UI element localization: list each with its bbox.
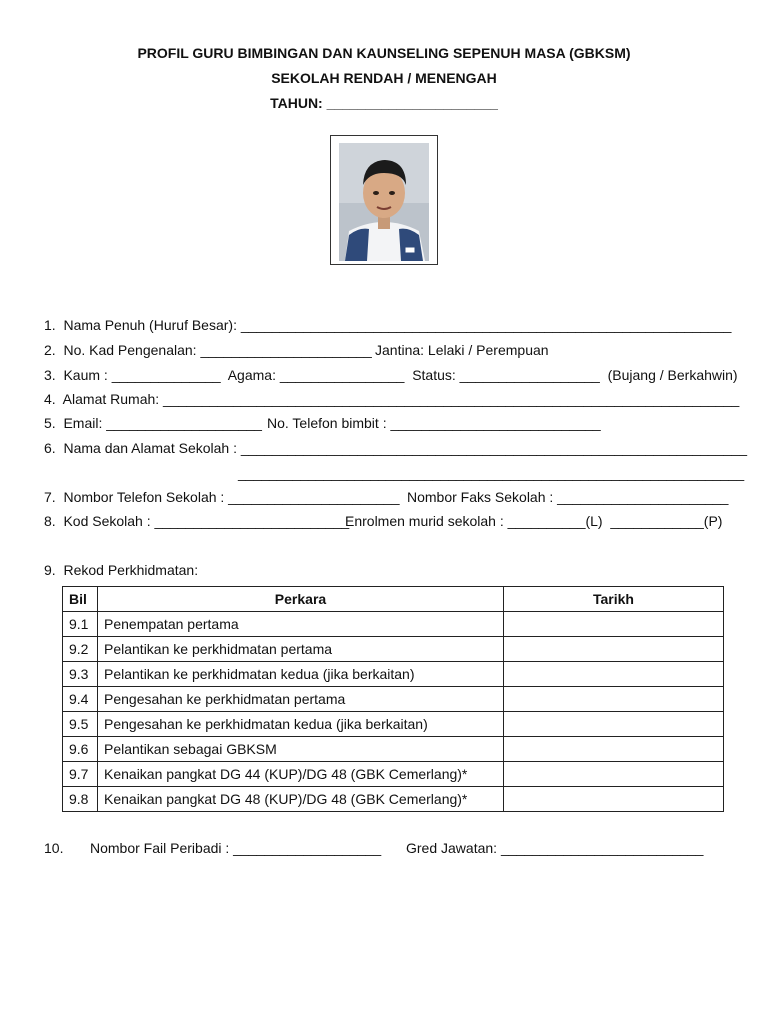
table-row (63, 737, 724, 762)
row-bil: 9.5 (63, 712, 98, 737)
portrait-photo-icon (339, 143, 429, 261)
row-perkara: Pelantikan ke perkhidmatan kedua (jika berkaitan) (98, 662, 504, 687)
row-bil: 9.1 (63, 612, 98, 637)
table-row (63, 712, 724, 737)
row-tarikh (504, 712, 724, 737)
field-faks-sekolah: Nombor Faks Sekolah : ______________________ (407, 489, 729, 505)
table-row (63, 687, 724, 712)
field-10-number: 10. (44, 840, 64, 856)
field-alamat-sekolah-line2: _________________________________________________________________ (238, 465, 745, 481)
header-tarikh: Tarikh (504, 587, 724, 612)
row-bil: 9.2 (63, 637, 98, 662)
row-tarikh (504, 662, 724, 687)
row-tarikh (504, 637, 724, 662)
row-bil: 9.3 (63, 662, 98, 687)
row-perkara: Pengesahan ke perkhidmatan pertama (98, 687, 504, 712)
field-kad-pengenalan: 2. No. Kad Pengenalan: ______________________ (44, 342, 372, 358)
row-bil: 9.4 (63, 687, 98, 712)
field-telefon-sekolah: 7. Nombor Telefon Sekolah : ______________________ (44, 489, 400, 505)
row-perkara: Pelantikan ke perkhidmatan pertama (98, 637, 504, 662)
field-telefon-bimbit: No. Telefon bimbit : ___________________________ (267, 415, 601, 431)
page-title: PROFIL GURU BIMBINGAN DAN KAUNSELING SEPENUH MASA (GBKSM) (137, 45, 631, 61)
row-perkara: Kenaikan pangkat DG 44 (KUP)/DG 48 (GBK Cemerlang)* (98, 762, 504, 787)
row-tarikh (504, 737, 724, 762)
header-perkara: Perkara (98, 587, 504, 612)
row-perkara: Kenaikan pangkat DG 48 (KUP)/DG 48 (GBK Cemerlang)* (98, 787, 504, 812)
row-tarikh (504, 762, 724, 787)
header-bil: Bil (63, 587, 98, 612)
row-bil: 9.6 (63, 737, 98, 762)
field-email: 5. Email: ____________________ (44, 415, 262, 431)
table-row (63, 612, 724, 637)
page-subtitle: SEKOLAH RENDAH / MENENGAH (271, 70, 497, 86)
table-row (63, 762, 724, 787)
field-gred-jawatan: Gred Jawatan: __________________________ (406, 840, 704, 856)
field-alamat-rumah: 4. Alamat Rumah: __________________________________________________________________________ (44, 391, 740, 407)
year-field: TAHUN: ______________________ (270, 95, 498, 111)
section-rekod-perkhidmatan: 9. Rekod Perkhidmatan: (44, 562, 199, 578)
row-perkara: Pelantikan sebagai GBKSM (98, 737, 504, 762)
field-nombor-fail-peribadi: Nombor Fail Peribadi : ___________________ (90, 840, 382, 856)
portrait-photo-frame (330, 135, 438, 265)
row-tarikh (504, 787, 724, 812)
row-bil: 9.7 (63, 762, 98, 787)
table-row (63, 787, 724, 812)
portrait-photo (339, 143, 429, 261)
field-kod-sekolah: 8. Kod Sekolah : _________________________ (44, 513, 350, 529)
field-nama-penuh: 1. Nama Penuh (Huruf Besar): _______________________________________________________________ (44, 317, 732, 333)
field-kaum-agama-status: 3. Kaum : ______________ Agama: ________________ Status: __________________ (Bujang / Berkahwin) (44, 367, 738, 383)
table-row (63, 637, 724, 662)
table-header-row (63, 587, 724, 612)
service-record-table (62, 586, 724, 812)
row-tarikh (504, 687, 724, 712)
field-jantina: Jantina: Lelaki / Perempuan (375, 342, 549, 358)
row-bil: 9.8 (63, 787, 98, 812)
row-tarikh (504, 612, 724, 637)
row-perkara: Pengesahan ke perkhidmatan kedua (jika berkaitan) (98, 712, 504, 737)
field-nama-alamat-sekolah: 6. Nama dan Alamat Sekolah : _________________________________________________________________ (44, 440, 747, 456)
table-row (63, 662, 724, 687)
row-perkara: Penempatan pertama (98, 612, 504, 637)
field-enrolmen: Enrolmen murid sekolah : __________(L) ____________(P) (345, 513, 723, 529)
